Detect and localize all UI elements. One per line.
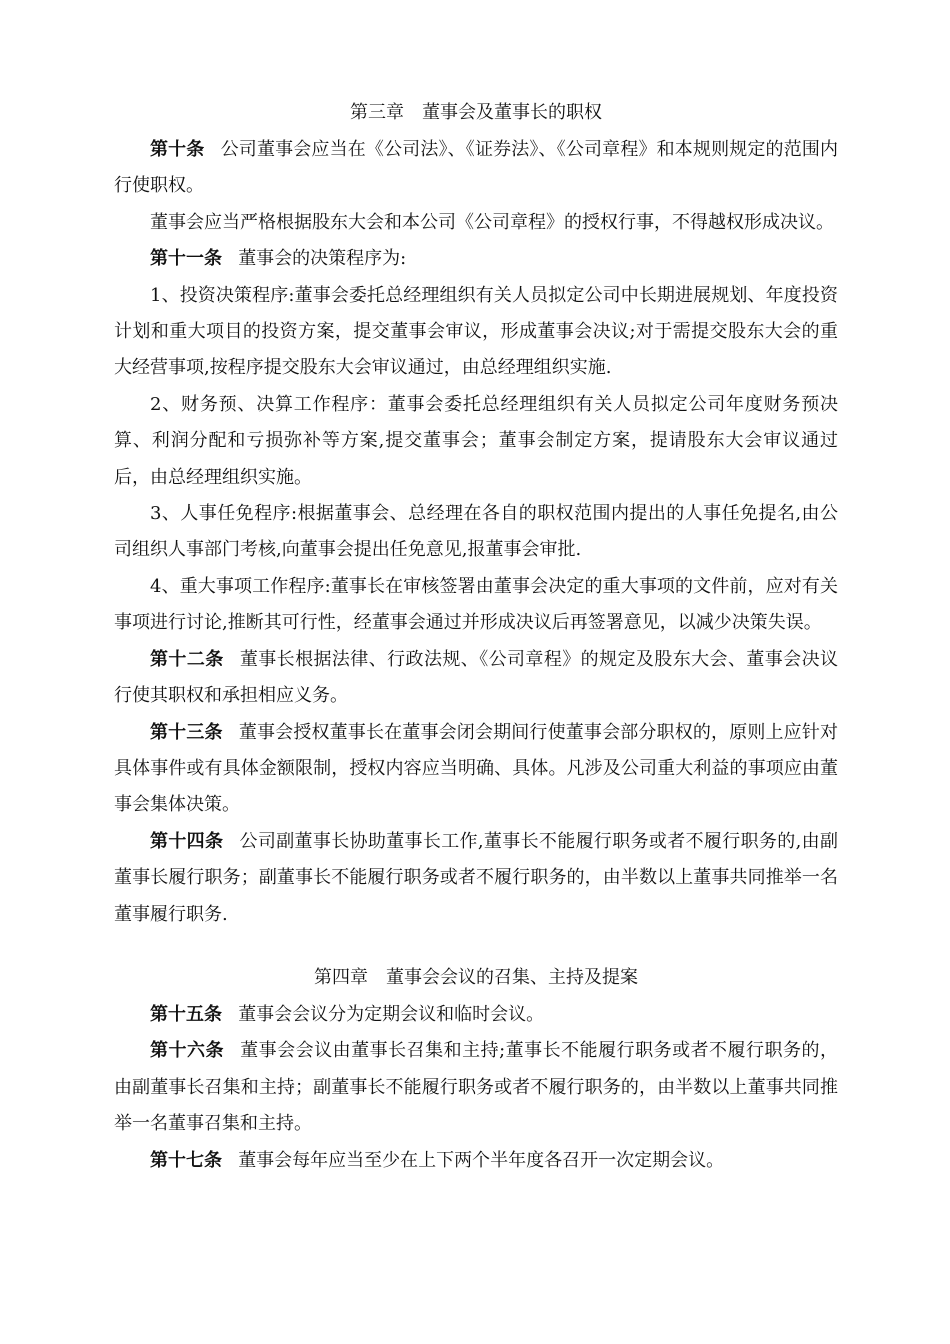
paragraph-text: 1、投资决策程序:董事会委托总经理组织有关人员拟定公司中长期进展规划、年度投资计划和重大项目的投资方案，提交董事会审议，形成董事会决议;对于需提交股东大会的重大经营事项,按程序提交股东大会审议通过，由总经理组织实施. xyxy=(114,284,838,379)
paragraph-text: 2、财务预、决算工作程序：董事会委托总经理组织有关人员拟定公司年度财务预决算、利润分配和亏损弥补等方案,提交董事会；董事会制定方案，提请股东大会审议通过后，由总经理组织实施。 xyxy=(114,393,838,488)
article-10 xyxy=(114,132,838,205)
article-number: 第十三条 xyxy=(150,721,223,743)
article-number: 第十四条 xyxy=(150,830,224,852)
article-number: 第十二条 xyxy=(150,648,224,670)
article-15 xyxy=(114,997,838,1033)
list-item-3 xyxy=(114,496,838,569)
list-item-1 xyxy=(114,278,838,387)
article-text: 董事会授权董事长在董事会闭会期间行使董事会部分职权的，原则上应针对具体事件或有具体金额限制，授权内容应当明确、具体。凡涉及公司重大利益的事项应由董事会集体决策。 xyxy=(114,721,839,816)
article-number: 第十六条 xyxy=(150,1040,224,1062)
list-item-2 xyxy=(114,387,838,496)
article-text: 董事长根据法律、行政法规、《公司章程》的规定及股东大会、董事会决议行使其职权和承担相应义务。 xyxy=(114,648,839,707)
article-11 xyxy=(114,241,838,277)
chapter-3-heading: 第三章 董事会及董事长的职权 xyxy=(350,102,602,123)
document-page xyxy=(114,94,838,1179)
article-12 xyxy=(114,642,838,715)
article-text: 董事会的决策程序为: xyxy=(238,248,407,270)
article-17 xyxy=(114,1143,838,1179)
paragraph-text: 董事会应当严格根据股东大会和本公司《公司章程》的授权行事，不得越权形成决议。 xyxy=(150,211,834,233)
article-text: 董事会会议由董事长召集和主持;董事长不能履行职务或者不履行职务的，由副董事长召集和主持；副董事长不能履行职务或者不履行职务的，由半数以上董事共同推举一名董事召集和主持。 xyxy=(114,1040,839,1135)
article-14 xyxy=(114,824,838,933)
article-text: 董事会每年应当至少在上下两个半年度各召开一次定期会议。 xyxy=(238,1149,725,1171)
article-13 xyxy=(114,715,838,824)
chapter-4-heading: 第四章 董事会会议的召集、主持及提案 xyxy=(314,966,638,988)
paragraph-text: 4、重大事项工作程序:董事长在审核签署由董事会决定的重大事项的文件前，应对有关事项进行讨论,推断其可行性，经董事会通过并形成决议后再签署意见，以减少决策失误。 xyxy=(114,575,838,634)
article-text: 公司副董事长协助董事长工作,董事长不能履行职务或者不履行职务的,由副董事长履行职务；副董事长不能履行职务或者不履行职务的，由半数以上董事共同推举一名董事履行职务. xyxy=(114,830,838,925)
article-number: 第十七条 xyxy=(150,1149,222,1171)
list-item-4 xyxy=(114,569,838,642)
article-text: 公司董事会应当在《公司法》、《证券法》、《公司章程》和本规则规定的范围内行使职权。 xyxy=(114,139,839,197)
article-text: 董事会会议分为定期会议和临时会议。 xyxy=(238,1003,545,1025)
article-number: 第十五条 xyxy=(150,1003,222,1025)
paragraph xyxy=(114,205,838,241)
article-16 xyxy=(114,1033,838,1142)
article-number: 第十一条 xyxy=(150,248,222,270)
paragraph-text: 3、人事任免程序:根据董事会、总经理在各自的职权范围内提出的人事任免提名,由公司组织人事部门考核,向董事会提出任免意见,报董事会审批. xyxy=(114,503,838,561)
article-number: 第十条 xyxy=(150,139,205,160)
